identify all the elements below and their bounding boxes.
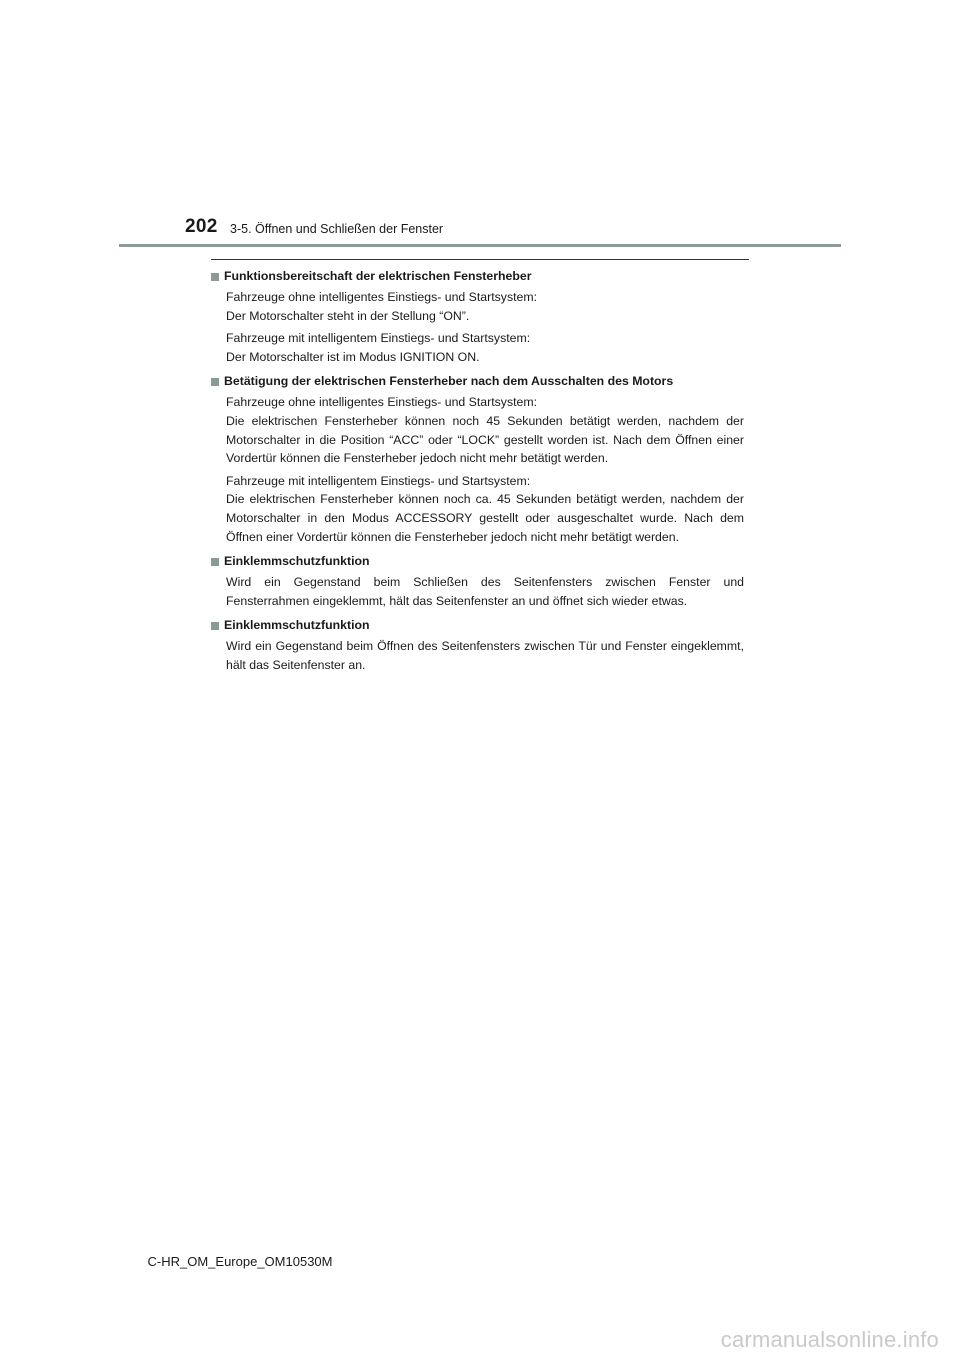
section-heading: [211, 552, 744, 571]
section-heading: [211, 616, 744, 635]
paragraph: [226, 393, 744, 467]
section-operation-after-engine-off: [211, 372, 744, 546]
section-title: 3-5. Öffnen und Schließen der Fenster: [230, 222, 444, 236]
watermark: carmanualsonline.info: [720, 1327, 939, 1352]
section-heading-text: Funktionsbereitschaft der elektrischen Fensterheber: [224, 269, 532, 283]
paragraph-line: Fahrzeuge mit intelligentem Einstiegs- und Startsystem:: [226, 331, 531, 346]
square-bullet-icon: [211, 378, 219, 386]
header-rule: [119, 244, 841, 247]
paragraph: [226, 637, 744, 674]
paragraph: [226, 472, 744, 546]
paragraph-line: Die elektrischen Fensterheber können noch 45 Sekunden betätigt werden, nachdem der Motorschalter in die Position “ACC” oder “LOCK” gestellt worden ist. Nach dem Öffnen einer Vordertür können die Fensterheber jedoch nicht mehr betätigt werden.: [226, 413, 744, 466]
square-bullet-icon: [211, 558, 219, 566]
paragraph-line: Die elektrischen Fensterheber können noch ca. 45 Sekunden betätigt werden, nachdem der Motorschalter in den Modus ACCESSORY gestellt oder ausgeschaltet wurde. Nach dem Öffnen einer Vordertür können die Fensterheber jedoch nicht mehr betätigt werden.: [226, 492, 744, 544]
section-heading-text: Einklemmschutzfunktion: [224, 618, 370, 633]
section-heading-text: Einklemmschutzfunktion: [224, 554, 370, 569]
footer-document-id: C-HR_OM_Europe_OM10530M: [147, 1254, 333, 1269]
section-jam-protection-opening: [211, 616, 744, 674]
paragraph-line: Der Motorschalter ist im Modus IGNITION ON.: [226, 349, 480, 364]
section-power-window-readiness: [211, 267, 744, 366]
content-divider: [211, 259, 749, 260]
section-heading-text: Betätigung der elektrischen Fensterheber nach dem Ausschalten des Motors: [224, 374, 674, 389]
paragraph: [226, 288, 744, 325]
section-heading: [211, 372, 744, 391]
paragraph-line: Der Motorschalter steht in der Stellung “ON”.: [226, 308, 470, 323]
square-bullet-icon: [211, 622, 219, 630]
paragraph-line: Fahrzeuge ohne intelligentes Einstiegs- und Startsystem:: [226, 395, 538, 410]
section-jam-protection-closing: [211, 552, 744, 610]
page-number: 202: [185, 216, 218, 237]
paragraph-line: Wird ein Gegenstand beim Öffnen des Seitenfensters zwischen Tür und Fenster eingeklemmt, hält das Seitenfenster an.: [226, 639, 744, 672]
paragraph-line: Fahrzeuge ohne intelligentes Einstiegs- und Startsystem:: [226, 290, 538, 304]
paragraph-line: Wird ein Gegenstand beim Schließen des Seitenfensters zwischen Fenster und Fensterrahmen eingeklemmt, hält das Seitenfenster an und öffnet sich wieder etwas.: [226, 575, 744, 608]
square-bullet-icon: [211, 273, 219, 281]
paragraph: [226, 573, 744, 610]
section-heading: [211, 267, 744, 286]
paragraph-line: Fahrzeuge mit intelligentem Einstiegs- und Startsystem:: [226, 473, 531, 488]
content-body: [211, 267, 744, 681]
paragraph: [226, 329, 744, 366]
